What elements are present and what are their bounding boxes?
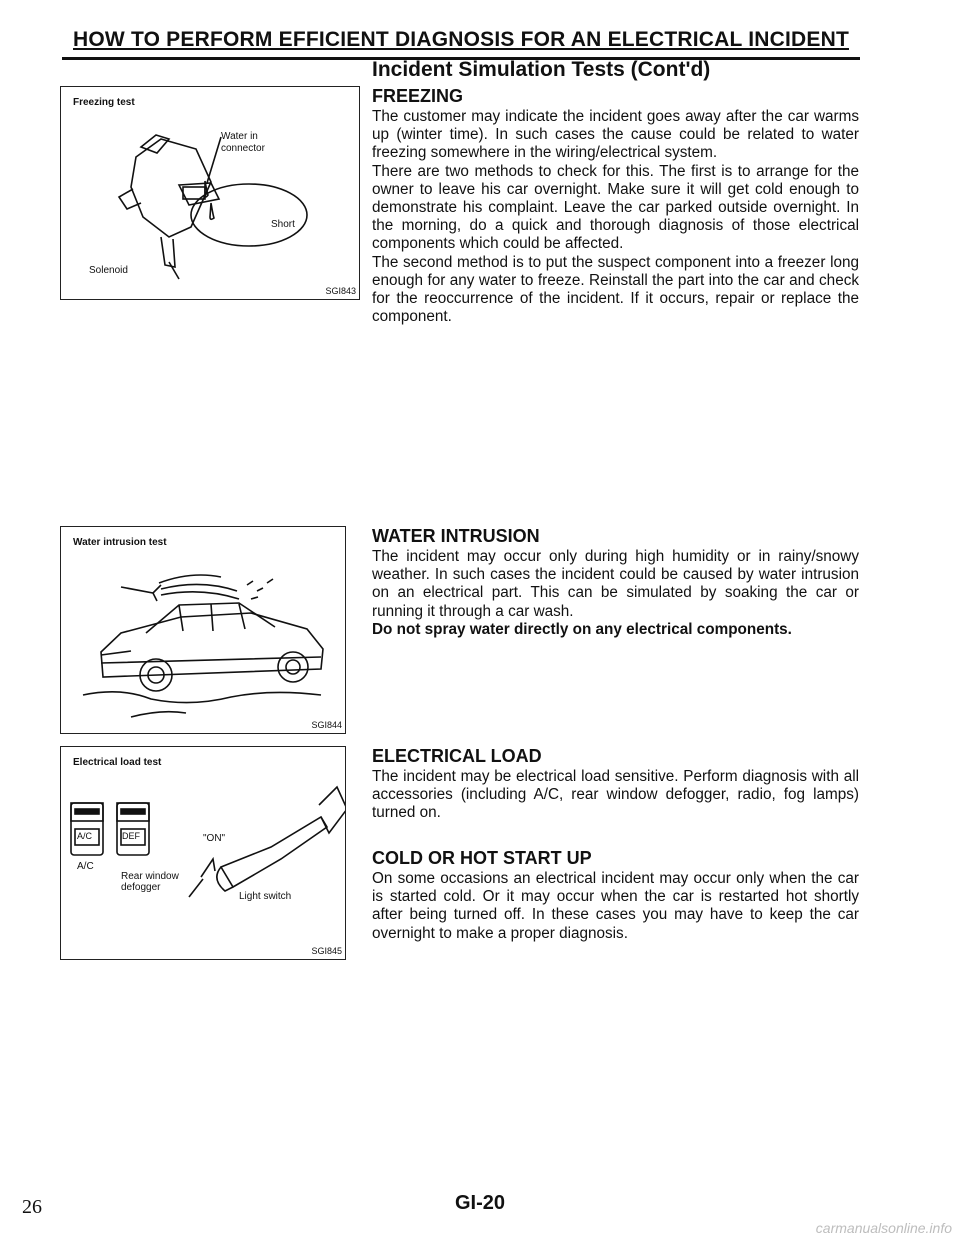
freezing-para-1: The customer may indicate the incident goes away after the car warms up (winter time). In such cases the cause could be related to water freezing somewhere in the wiring/electrical system. xyxy=(372,108,859,162)
freezing-text xyxy=(372,108,859,326)
figure-title: Freezing test xyxy=(73,97,135,108)
heading-cold-hot-start: COLD OR HOT START UP xyxy=(372,848,592,868)
switches-illustration xyxy=(61,747,345,959)
water-warning: Do not spray water directly on any electrical components. xyxy=(372,620,792,638)
water-text xyxy=(372,548,859,639)
page-title: HOW TO PERFORM EFFICIENT DIAGNOSIS FOR AN ELECTRICAL INCIDENT xyxy=(73,28,849,51)
label-water-in-connector: Water in connector xyxy=(221,131,265,154)
page-number: 26 xyxy=(22,1196,42,1218)
page-code: GI-20 xyxy=(454,1192,506,1214)
electrical-text xyxy=(372,768,859,823)
figure-water-intrusion-test xyxy=(60,526,346,734)
label-def-button: DEF xyxy=(122,831,140,841)
figure-title: Water intrusion test xyxy=(73,537,167,548)
freezing-para-2: There are two methods to check for this. The first is to arrange for the owner to leave his car overnight. Make sure it will get cold enough to demonstrate his complaint. Leave the car parked outside overnight. In the morning, do a quick and thorough diagnosis of those electrical components which could be affected. xyxy=(372,162,859,253)
section-subtitle: Incident Simulation Tests (Cont'd) xyxy=(372,58,711,81)
label-solenoid: Solenoid xyxy=(89,265,128,276)
heading-water-intrusion: WATER INTRUSION xyxy=(372,526,540,546)
heading-electrical-load: ELECTRICAL LOAD xyxy=(372,746,542,766)
label-short: Short xyxy=(271,219,295,230)
label-on: "ON" xyxy=(203,833,226,844)
figure-electrical-load-test xyxy=(60,746,346,960)
figure-code: SGI843 xyxy=(325,286,356,296)
label-ac-button: A/C xyxy=(77,831,93,841)
figure-freezing-test xyxy=(60,86,360,300)
figure-code: SGI845 xyxy=(311,946,342,956)
watermark: carmanualsonline.info xyxy=(815,1220,952,1236)
label-ac: A/C xyxy=(77,861,94,872)
figure-code: SGI844 xyxy=(311,720,342,730)
freezing-para-3: The second method is to put the suspect component into a freezer long enough for any water to freeze. Reinstall the part into the car and check for the reoccurrence of the incident. If it occurs, repair or replace the component. xyxy=(372,253,859,326)
coldhot-text xyxy=(372,870,859,943)
figure-title: Electrical load test xyxy=(73,757,162,768)
water-para-1: The incident may occur only during high humidity or in rainy/snowy weather. In such cases the incident could be caused by water intrusion on an electrical part. This can be simulated by soaking the car or running it through a car wash. xyxy=(372,548,859,620)
heading-freezing: FREEZING xyxy=(372,86,464,106)
car-spray-illustration xyxy=(61,527,345,733)
electrical-para-1: The incident may be electrical load sensitive. Perform diagnosis with all accessories (including A/C, rear window defogger, radio, fog lamps) turned on. xyxy=(372,768,859,822)
label-rear-window-defogger: Rear window defogger xyxy=(121,871,179,893)
coldhot-para-1: On some occasions an electrical incident may occur only when the car is started cold. Or it may occur when the car is restarted hot shortly after being turned off. In these cases you may have to keep the car overnight to make a proper diagnosis. xyxy=(372,870,859,942)
label-light-switch: Light switch xyxy=(239,891,292,902)
